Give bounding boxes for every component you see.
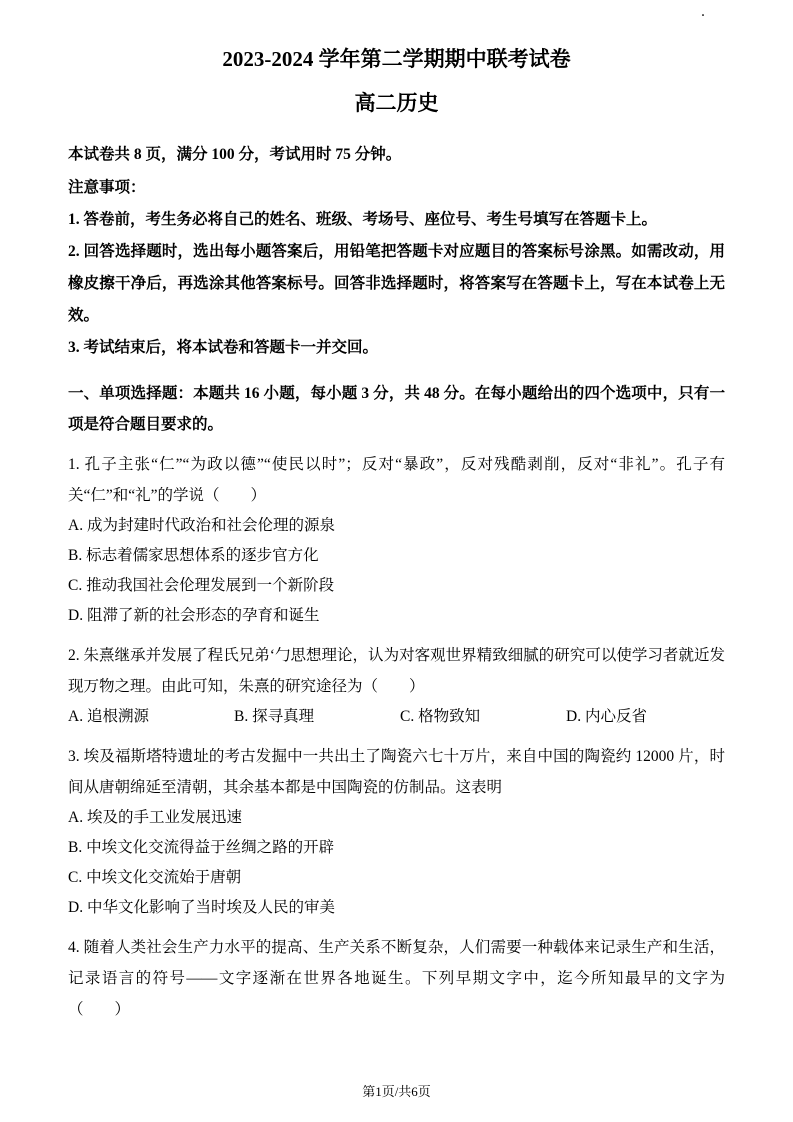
question-option: C. 格物致知 <box>400 708 481 725</box>
notice-item-1: 1. 答卷前，考生务必将自己的姓名、班级、考场号、座位号、考生号填写在答题卡上。 <box>68 211 658 228</box>
page-title: 2023-2024 学年第二学期期中联考试卷 <box>222 47 571 71</box>
notice-item-2: 2. 回答选择题时，选出每小题答案后，用铅笔把答题卡对应题目的答案标号涂黑。如需改动，用橡皮擦干净后，再选涂其他答案标号。回答非选择题时，将答案写在答题卡上，写在本试卷上无效。 <box>68 243 725 324</box>
question-option: B. 标志着儒家思想体系的逐步官方化 <box>68 547 319 564</box>
question-stem: 4. 随着人类社会生产力水平的提高、生产关系不断复杂，人们需要一种载体来记录生产和生活，记录语言的符号——文字逐渐在世界各地诞生。下列早期文字中，迄今所知最早的文字为（ ） <box>68 939 725 1018</box>
question-2 <box>68 640 725 732</box>
question-option: C. 中埃文化交流始于唐朝 <box>68 869 242 886</box>
question-stem: 3. 埃及福斯塔特遗址的考古发掘中一共出土了陶瓷六七十万片，来自中国的陶瓷约 12000 片，时间从唐朝绵延至清朝，其余基本都是中国陶瓷的仿制品。这表明 <box>68 748 725 796</box>
question-option: A. 追根溯源 <box>68 708 149 725</box>
question-stem: 2. 朱熹继承并发展了程氏兄弟‘勹思想理论，认为对客观世界精致细腻的研究可以使学习者就近发现万物之理。由此可知，朱熹的研究途径为（ ） <box>68 647 725 695</box>
paper-info: 本试卷共 8 页，满分 100 分，考试用时 75 分钟。 <box>68 146 402 163</box>
question-stem: 1. 孔子主张“仁”“为政以德”“使民以时”；反对“暴政”，反对残酷剥削，反对“非礼”。孔子有关“仁”和“礼”的学说（ ） <box>68 456 725 504</box>
question-option: B. 中埃文化交流得益于丝绸之路的开辟 <box>68 839 335 856</box>
question-option: D. 内心反省 <box>566 708 647 725</box>
question-option: B. 探寻真理 <box>234 708 315 725</box>
page-subtitle: 高二历史 <box>354 91 439 115</box>
question-4 <box>68 932 725 1025</box>
question-1 <box>68 449 725 631</box>
section-heading: 一、单项选择题：本题共 16 小题，每小题 3 分，共 48 分。在每小题给出的四个选项中，只有一项是符合题目要求的。 <box>68 385 725 433</box>
question-option: A. 埃及的手工业发展迅速 <box>68 809 242 826</box>
notice-title: 注意事项： <box>68 179 146 196</box>
question-option: C. 推动我国社会伦理发展到一个新阶段 <box>68 577 335 594</box>
corner-mark: · <box>700 8 705 22</box>
question-3 <box>68 741 725 923</box>
question-option: A. 成为封建时代政治和社会伦理的源泉 <box>68 517 335 534</box>
page-footer: 第1页/共6页 <box>362 1084 431 1099</box>
notice-item-3: 3. 考试结束后，将本试卷和答题卡一并交回。 <box>68 339 379 356</box>
question-options-row <box>68 702 725 732</box>
question-option: D. 中华文化影响了当时埃及人民的审美 <box>68 899 335 916</box>
question-option: D. 阻滞了新的社会形态的孕育和诞生 <box>68 607 320 624</box>
